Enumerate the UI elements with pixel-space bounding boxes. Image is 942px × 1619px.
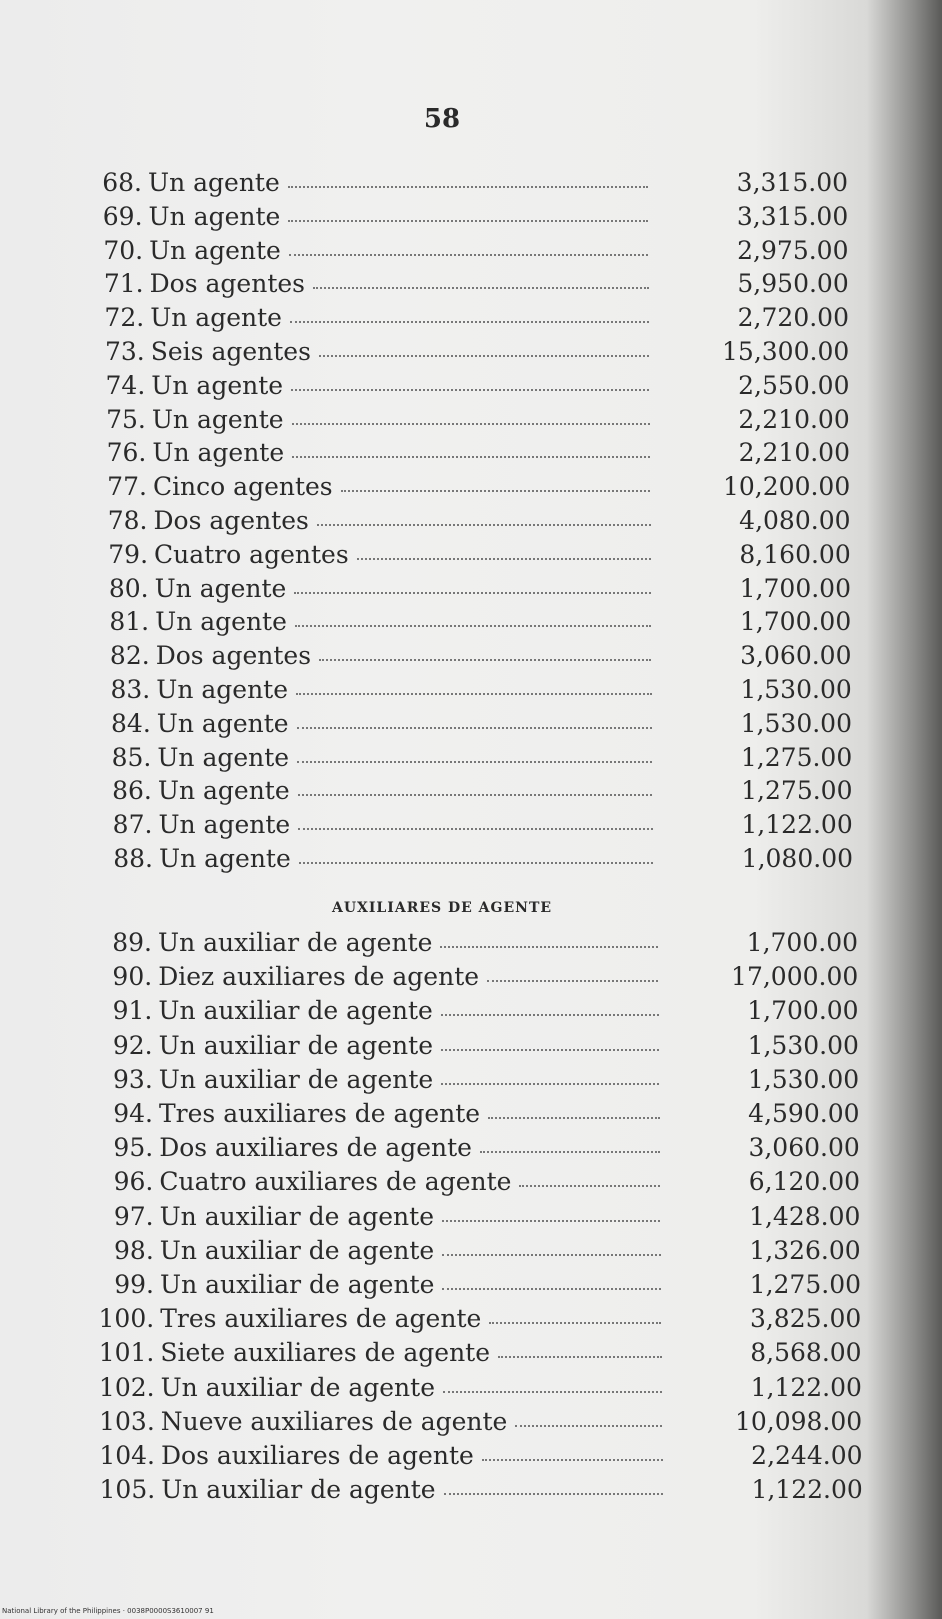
entry-amount: 10,200.00 [723, 472, 851, 502]
section-heading: AUXILIARES DE AGENTE [331, 900, 553, 916]
entry-label: Cuatro auxiliares de agente [159, 1167, 512, 1197]
entry-label: Un auxiliar de agente [161, 1475, 436, 1505]
entry-amount: 1,326.00 [749, 1235, 861, 1265]
entry-amount: 1,700.00 [739, 607, 852, 637]
budget-entry-row [96, 1338, 861, 1368]
entry-amount: 1,122.00 [741, 810, 853, 840]
entry-amount: 3,315.00 [736, 168, 848, 197]
entry-number: 72. [104, 303, 145, 333]
entry-number: 79. [108, 539, 149, 569]
dot-leader [341, 490, 651, 492]
entry-amount: 2,210.00 [738, 438, 850, 468]
dot-leader [441, 1049, 659, 1051]
entry-amount: 8,160.00 [739, 539, 851, 569]
dot-leader [357, 558, 651, 560]
budget-entry-row [95, 1031, 859, 1061]
budget-entry-row [97, 1407, 862, 1437]
entry-label: Siete auxiliares de agente [160, 1338, 491, 1368]
entry-label: Cinco agentes [152, 472, 333, 502]
entry-label: Un auxiliar de agente [159, 1235, 435, 1265]
entry-number: 95. [113, 1133, 154, 1163]
entry-amount: 5,950.00 [737, 269, 849, 299]
dot-leader [443, 1391, 662, 1393]
library-footer-note: National Library of the Philippines · 0038P0000S3610007 91 [2, 1607, 214, 1615]
entry-amount: 3,060.00 [740, 641, 852, 671]
budget-entry-row [93, 743, 852, 773]
budget-entry-row [96, 1270, 861, 1300]
budget-entry-row [92, 641, 852, 671]
budget-entry-row [89, 472, 850, 502]
budget-entry-row [90, 540, 851, 570]
entry-label: Un agente [155, 607, 287, 637]
entry-amount: 1,530.00 [740, 708, 852, 738]
entry-label: Un auxiliar de agente [158, 1064, 434, 1094]
entry-number: 102. [98, 1372, 155, 1402]
budget-entry-row [97, 1441, 863, 1471]
dot-leader [482, 1459, 663, 1461]
dot-leader [480, 1151, 660, 1153]
dot-leader [288, 220, 648, 222]
entry-number: 92. [112, 1030, 153, 1060]
budget-entry-row [97, 1373, 862, 1403]
dot-leader [319, 355, 649, 357]
dot-leader [290, 321, 649, 323]
entry-number: 75. [106, 404, 146, 434]
entry-label: Un agente [151, 404, 284, 434]
entry-label: Nueve auxiliares de agente [160, 1406, 508, 1436]
entry-amount: 1,530.00 [747, 1030, 859, 1060]
dot-leader [291, 389, 649, 391]
dot-leader [444, 1493, 663, 1495]
entry-amount: 1,080.00 [741, 844, 853, 873]
budget-entry-row [88, 405, 850, 435]
budget-entry-row [86, 303, 849, 333]
dot-leader [519, 1185, 660, 1187]
entry-number: 88. [113, 844, 153, 873]
entry-number: 103. [99, 1406, 155, 1436]
dot-leader [441, 1083, 659, 1085]
entry-number: 73. [104, 337, 145, 366]
entry-number: 90. [112, 962, 153, 992]
entry-amount: 1,700.00 [746, 928, 858, 957]
entry-amount: 1,700.00 [747, 996, 859, 1026]
entry-number: 86. [112, 776, 152, 806]
entry-label: Un agente [149, 235, 281, 265]
dot-leader [299, 862, 653, 864]
entry-amount: 8,568.00 [750, 1338, 862, 1368]
dot-leader [298, 828, 653, 830]
entry-number: 76. [106, 438, 147, 468]
budget-entry-row [84, 168, 848, 198]
page-number: 58 [423, 104, 461, 134]
budget-entry-row [91, 607, 851, 637]
entry-label: Dos agentes [155, 641, 312, 671]
entry-number: 81. [109, 607, 150, 637]
entry-label: Tres auxiliares de agente [160, 1304, 482, 1334]
entry-number: 100. [98, 1304, 155, 1334]
entry-number: 98. [114, 1235, 154, 1265]
entry-label: Dos auxiliares de agente [161, 1441, 474, 1470]
dot-leader [298, 794, 653, 796]
entry-amount: 1,530.00 [740, 675, 852, 704]
entry-amount: 2,975.00 [737, 235, 849, 265]
dot-leader [441, 1014, 659, 1016]
budget-entry-row [95, 1065, 859, 1095]
entry-label: Un agente [156, 708, 289, 738]
entry-amount: 2,244.00 [751, 1441, 863, 1470]
budget-entry-row [86, 269, 849, 299]
budget-entry-row [90, 506, 851, 536]
entry-label: Seis agentes [150, 337, 311, 366]
entry-number: 97. [113, 1201, 154, 1231]
entry-label: Un auxiliar de agente [160, 1372, 435, 1402]
entry-label: Un agente [157, 742, 290, 772]
entry-number: 69. [102, 201, 143, 231]
entry-number: 83. [110, 675, 151, 704]
entry-number: 82. [109, 641, 150, 671]
entry-amount: 1,700.00 [739, 573, 851, 603]
entry-number: 77. [107, 472, 147, 502]
budget-entry-row [95, 1099, 860, 1129]
entry-label: Un agente [148, 168, 280, 197]
dot-leader [294, 592, 651, 594]
entry-label: Dos auxiliares de agente [159, 1133, 472, 1163]
entry-amount: 4,590.00 [748, 1099, 860, 1128]
entry-amount: 15,300.00 [722, 337, 850, 366]
dot-leader [289, 254, 649, 256]
dot-leader [288, 186, 648, 188]
dot-leader [317, 524, 651, 526]
entry-amount: 3,315.00 [736, 201, 849, 231]
entry-amount: 3,825.00 [749, 1304, 862, 1334]
entry-amount: 1,122.00 [751, 1475, 863, 1505]
dot-leader [319, 659, 651, 661]
entry-label: Un auxiliar de agente [158, 928, 433, 957]
entry-number: 80. [108, 573, 149, 603]
entry-number: 68. [102, 168, 142, 197]
budget-entry-row [93, 709, 852, 739]
entry-label: Un agente [151, 370, 284, 400]
entry-number: 89. [112, 928, 152, 957]
entry-amount: 1,428.00 [749, 1201, 861, 1231]
entry-label: Un agente [157, 776, 290, 806]
dot-leader [297, 727, 652, 729]
budget-entry-row [96, 1304, 861, 1334]
entry-label: Diez auxiliares de agente [158, 962, 480, 992]
entry-amount: 1,122.00 [750, 1372, 862, 1402]
entry-label: Un auxiliar de agente [158, 996, 433, 1026]
budget-entry-row [95, 844, 853, 874]
entry-number: 70. [103, 235, 144, 265]
budget-entry-row [96, 1236, 861, 1266]
entry-label: Un auxiliar de agente [158, 1030, 433, 1060]
entry-number: 71. [103, 269, 144, 299]
entry-label: Un agente [152, 438, 285, 468]
dot-leader [488, 1117, 659, 1119]
entry-amount: 6,120.00 [748, 1167, 861, 1197]
entry-number: 93. [113, 1064, 153, 1094]
budget-entry-row [94, 962, 858, 992]
entry-amount: 1,275.00 [741, 776, 853, 806]
budget-entry-row [85, 202, 849, 232]
entry-number: 91. [112, 996, 153, 1026]
entry-number: 84. [111, 708, 151, 738]
entry-label: Cuatro agentes [154, 539, 349, 569]
entry-amount: 2,550.00 [738, 370, 850, 400]
budget-entry-row [96, 1202, 861, 1232]
entry-label: Un auxiliar de agente [160, 1270, 435, 1299]
budget-entry-row [94, 810, 852, 840]
entry-amount: 1,275.00 [740, 742, 853, 772]
dot-leader [515, 1425, 662, 1427]
budget-entry-row [91, 574, 851, 604]
entry-label: Un agente [158, 810, 291, 840]
budget-entry-row [88, 438, 850, 468]
entry-label: Un agente [154, 573, 287, 603]
entry-amount: 3,060.00 [748, 1133, 860, 1163]
dot-leader [487, 980, 658, 982]
dot-leader [489, 1322, 661, 1324]
dot-leader [440, 946, 658, 948]
dot-leader [313, 287, 649, 289]
budget-entry-row [85, 236, 848, 266]
budget-entry-row [94, 928, 858, 958]
budget-entry-row [92, 675, 852, 705]
entry-label: Tres auxiliares de agente [159, 1099, 481, 1128]
dot-leader [442, 1220, 660, 1222]
entry-label: Un agente [159, 844, 291, 873]
dot-leader [297, 761, 652, 763]
entry-number: 85. [111, 742, 152, 772]
entry-number: 99. [114, 1270, 154, 1299]
entry-label: Un auxiliar de agente [159, 1201, 434, 1231]
entry-number: 94. [113, 1099, 153, 1128]
budget-entry-row [95, 1133, 860, 1163]
entry-amount: 1,275.00 [749, 1270, 861, 1299]
entry-label: Un agente [150, 303, 282, 333]
entry-label: Un agente [148, 201, 281, 231]
dot-leader [292, 456, 650, 458]
entry-number: 87. [112, 810, 153, 840]
budget-entry-row [95, 1167, 860, 1197]
entry-amount: 4,080.00 [739, 506, 851, 535]
entry-number: 101. [98, 1338, 155, 1368]
dot-leader [442, 1288, 661, 1290]
budget-entry-row [97, 1475, 863, 1505]
budget-entry-row [94, 996, 858, 1026]
entry-amount: 17,000.00 [731, 962, 859, 992]
entry-amount: 1,530.00 [747, 1064, 860, 1094]
dot-leader [296, 693, 652, 695]
entry-label: Un agente [156, 675, 289, 704]
entry-number: 74. [105, 370, 146, 400]
dot-leader [442, 1254, 660, 1256]
entry-amount: 2,720.00 [737, 303, 849, 333]
budget-entry-row [87, 371, 849, 401]
entry-amount: 2,210.00 [738, 404, 850, 434]
budget-entry-row [94, 776, 853, 806]
dot-leader [292, 423, 650, 425]
entry-number: 105. [99, 1475, 156, 1505]
dot-leader [498, 1356, 662, 1358]
entry-number: 96. [113, 1167, 154, 1197]
dot-leader [295, 625, 651, 627]
entry-label: Dos agentes [149, 269, 305, 299]
budget-entry-row [87, 337, 850, 367]
entry-label: Dos agentes [153, 506, 309, 535]
entry-number: 78. [107, 506, 148, 535]
entry-amount: 10,098.00 [734, 1406, 863, 1436]
entry-number: 104. [99, 1441, 155, 1470]
